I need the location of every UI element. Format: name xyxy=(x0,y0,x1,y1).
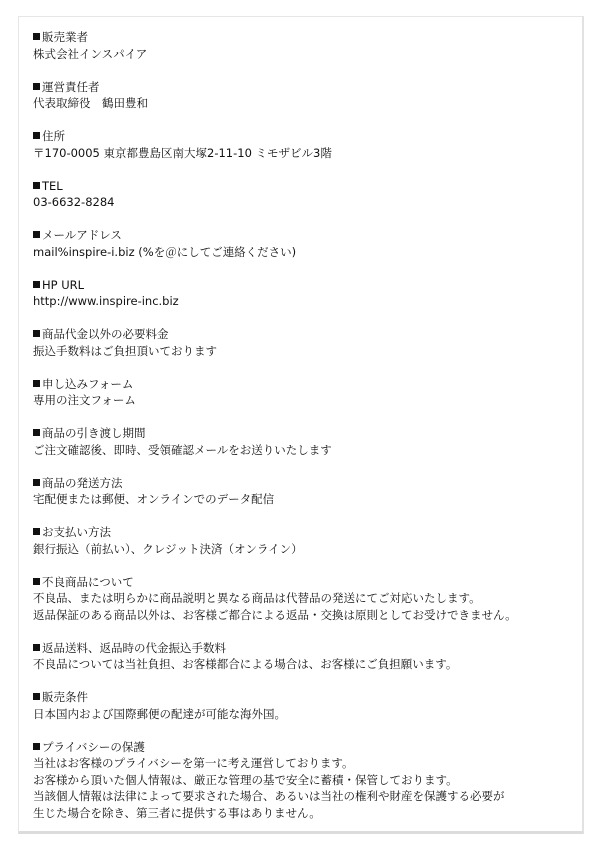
info-section xyxy=(33,227,573,260)
square-bullet-icon xyxy=(33,479,40,486)
section-heading-text: 商品代金以外の必要料金 xyxy=(42,327,169,341)
square-bullet-icon xyxy=(33,132,40,139)
document-content xyxy=(33,29,573,838)
section-heading-text: HP URL xyxy=(42,277,85,292)
section-heading xyxy=(33,524,573,541)
section-body-line: 銀行振込（前払い）、クレジット決済（オンライン） xyxy=(33,541,303,556)
section-heading-text: 住所 xyxy=(42,129,65,143)
section-heading-text: TEL xyxy=(42,178,63,193)
section-body-line: 03-6632-8284 xyxy=(33,195,115,209)
square-bullet-icon xyxy=(33,33,40,40)
section-heading-text: 販売業者 xyxy=(42,30,88,44)
section-heading xyxy=(33,326,573,343)
section-heading xyxy=(33,178,573,195)
info-section xyxy=(33,475,573,508)
section-heading xyxy=(33,277,573,294)
info-section xyxy=(33,524,573,557)
section-heading xyxy=(33,475,573,492)
section-heading xyxy=(33,128,573,145)
section-body-line: 返品保証のある商品以外は、お客様ご都合による返品・交換は原則としてお受けできません。 xyxy=(33,607,517,622)
square-bullet-icon xyxy=(33,693,40,700)
info-section xyxy=(33,128,573,161)
section-heading xyxy=(33,376,573,393)
section-body-line: 振込手数料はご負担頂いております xyxy=(33,343,217,358)
section-body-line: mail%inspire-i.biz (%を＠にしてご連絡ください) xyxy=(33,244,297,259)
info-section xyxy=(33,640,573,673)
section-heading-text: メールアドレス xyxy=(42,228,122,242)
section-heading xyxy=(33,640,573,657)
section-heading xyxy=(33,689,573,706)
square-bullet-icon xyxy=(33,528,40,535)
square-bullet-icon xyxy=(33,578,40,585)
info-section xyxy=(33,574,573,624)
section-heading-text: 申し込みフォーム xyxy=(42,376,134,391)
square-bullet-icon xyxy=(33,644,40,651)
square-bullet-icon xyxy=(33,429,40,436)
section-body-line: 生じた場合を除き、第三者に提供する事はありません。 xyxy=(33,805,321,820)
section-body-line: 不良品、または明らかに商品説明と異なる商品は代替品の発送にてご対応いたします。 xyxy=(33,591,481,605)
section-body-line: 代表取締役 鶴田豊和 xyxy=(33,96,148,110)
section-heading xyxy=(33,425,573,442)
info-section xyxy=(33,689,573,722)
info-section xyxy=(33,739,573,822)
section-heading-text: プライバシーの保護 xyxy=(42,739,145,754)
info-section xyxy=(33,326,573,359)
square-bullet-icon xyxy=(33,330,40,337)
info-section xyxy=(33,376,573,409)
section-body-line: http://www.inspire-inc.biz xyxy=(33,294,179,308)
document-page xyxy=(18,16,584,834)
square-bullet-icon xyxy=(33,83,40,90)
section-body-line: 不良品については当社負担、お客様都合による場合は、お客様にご負担願います。 xyxy=(33,657,458,671)
info-section xyxy=(33,178,573,211)
square-bullet-icon xyxy=(33,182,40,189)
section-body-line: 日本国内および国際郵便の配達が可能な海外国。 xyxy=(33,706,286,721)
square-bullet-icon xyxy=(33,231,40,238)
section-heading-text: 運営責任者 xyxy=(42,79,100,94)
section-heading xyxy=(33,79,573,96)
square-bullet-icon xyxy=(33,743,40,750)
section-body-line: 当社はお客様のプライバシーを第一に考え運営しております。 xyxy=(33,756,354,770)
section-heading xyxy=(33,29,573,46)
section-heading-text: 返品送料、返品時の代金振込手数料 xyxy=(42,640,226,655)
section-heading xyxy=(33,574,573,591)
section-heading-text: 不良商品について xyxy=(42,574,134,589)
section-body-line: 専用の注文フォーム xyxy=(33,393,136,407)
section-heading-text: 商品の発送方法 xyxy=(42,475,123,490)
section-heading-text: 販売条件 xyxy=(42,690,88,704)
section-heading xyxy=(33,739,573,756)
section-body-line: お客様から頂いた個人情報は、厳正な管理の基で安全に蓄積・保管しております。 xyxy=(33,772,458,787)
info-section xyxy=(33,277,573,310)
section-body-line: 株式会社インスパイア xyxy=(33,46,148,61)
section-body-line: 当該個人情報は法律によって要求された場合、あるいは当社の権利や財産を保護する必要が xyxy=(33,789,505,803)
info-section xyxy=(33,425,573,458)
square-bullet-icon xyxy=(33,380,40,387)
info-section xyxy=(33,79,573,112)
section-heading-text: お支払い方法 xyxy=(42,525,111,539)
section-body-line: 〒170-0005 東京都豊島区南大塚2-11-10 ミモザビル3階 xyxy=(33,145,332,160)
section-heading-text: 商品の引き渡し期間 xyxy=(42,426,146,440)
section-body-line: ご注文確認後、即時、受領確認メールをお送りいたします xyxy=(33,442,332,457)
section-body-line: 宅配便または郵便、オンラインでのデータ配信 xyxy=(33,492,275,506)
square-bullet-icon xyxy=(33,281,40,288)
section-heading xyxy=(33,227,573,244)
info-section xyxy=(33,29,573,62)
